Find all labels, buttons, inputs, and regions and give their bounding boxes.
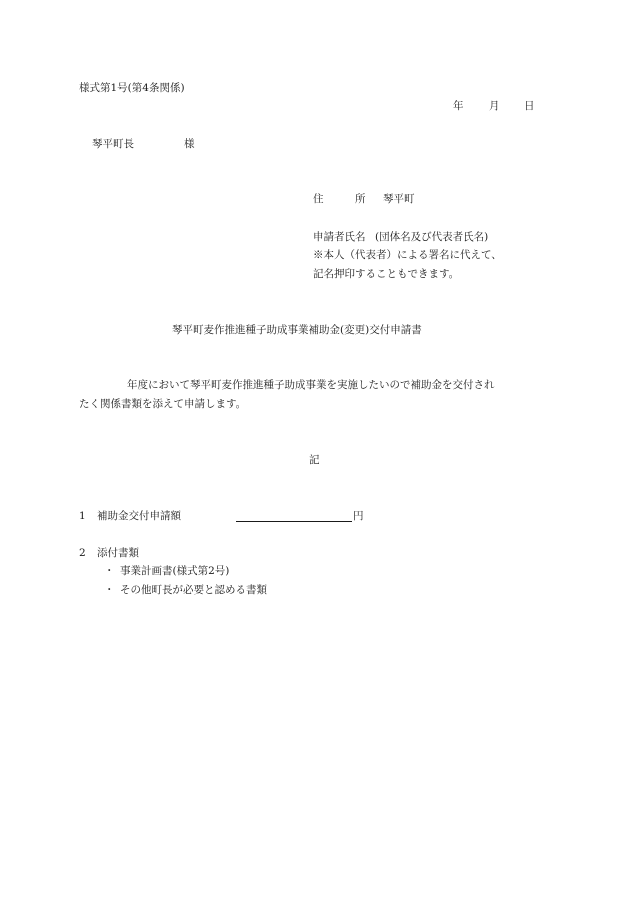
date-day-label: 日 <box>524 100 535 112</box>
date-month-label: 月 <box>489 100 500 112</box>
document-title: 琴平町麦作推進種子助成事業補助金(変更)交付申請書 <box>172 324 422 336</box>
ki-heading: 記 <box>309 454 320 466</box>
applicant-name-note: (団体名及び代表者氏名) <box>375 231 489 243</box>
amount-blank-line <box>236 510 352 522</box>
item-2-label: 添付書類 <box>97 547 139 559</box>
body-line1: 年度において琴平町麦作推進種子助成事業を実施したいので補助金を交付され <box>127 379 495 391</box>
addressee-name: 琴平町長 <box>92 138 134 150</box>
form-number: 様式第1号(第4条関係) <box>79 82 185 94</box>
item-2-number: 2 <box>79 547 86 559</box>
attachment-item-2: その他町長が必要と認める書類 <box>120 584 267 596</box>
amount-unit: 円 <box>353 510 364 522</box>
signature-note-line2: 記名押印することもできます。 <box>313 268 460 280</box>
bullet-mark: ・ <box>104 584 115 596</box>
attachment-item-1: 事業計画書(様式第2号) <box>120 565 230 577</box>
signature-note-line1: ※本人（代表者）による署名に代えて、 <box>313 249 502 261</box>
item-1-label: 補助金交付申請額 <box>97 510 181 522</box>
body-line2: たく関係書類を添えて申請します。 <box>79 398 247 410</box>
bullet-mark: ・ <box>104 565 115 577</box>
addressee-honorific: 様 <box>184 138 195 150</box>
date-year-label: 年 <box>453 100 464 112</box>
address-label: 住 所 <box>313 193 366 205</box>
address-value: 琴平町 <box>383 193 415 205</box>
applicant-name-label: 申請者氏名 <box>313 231 366 243</box>
item-1-number: 1 <box>79 510 86 522</box>
